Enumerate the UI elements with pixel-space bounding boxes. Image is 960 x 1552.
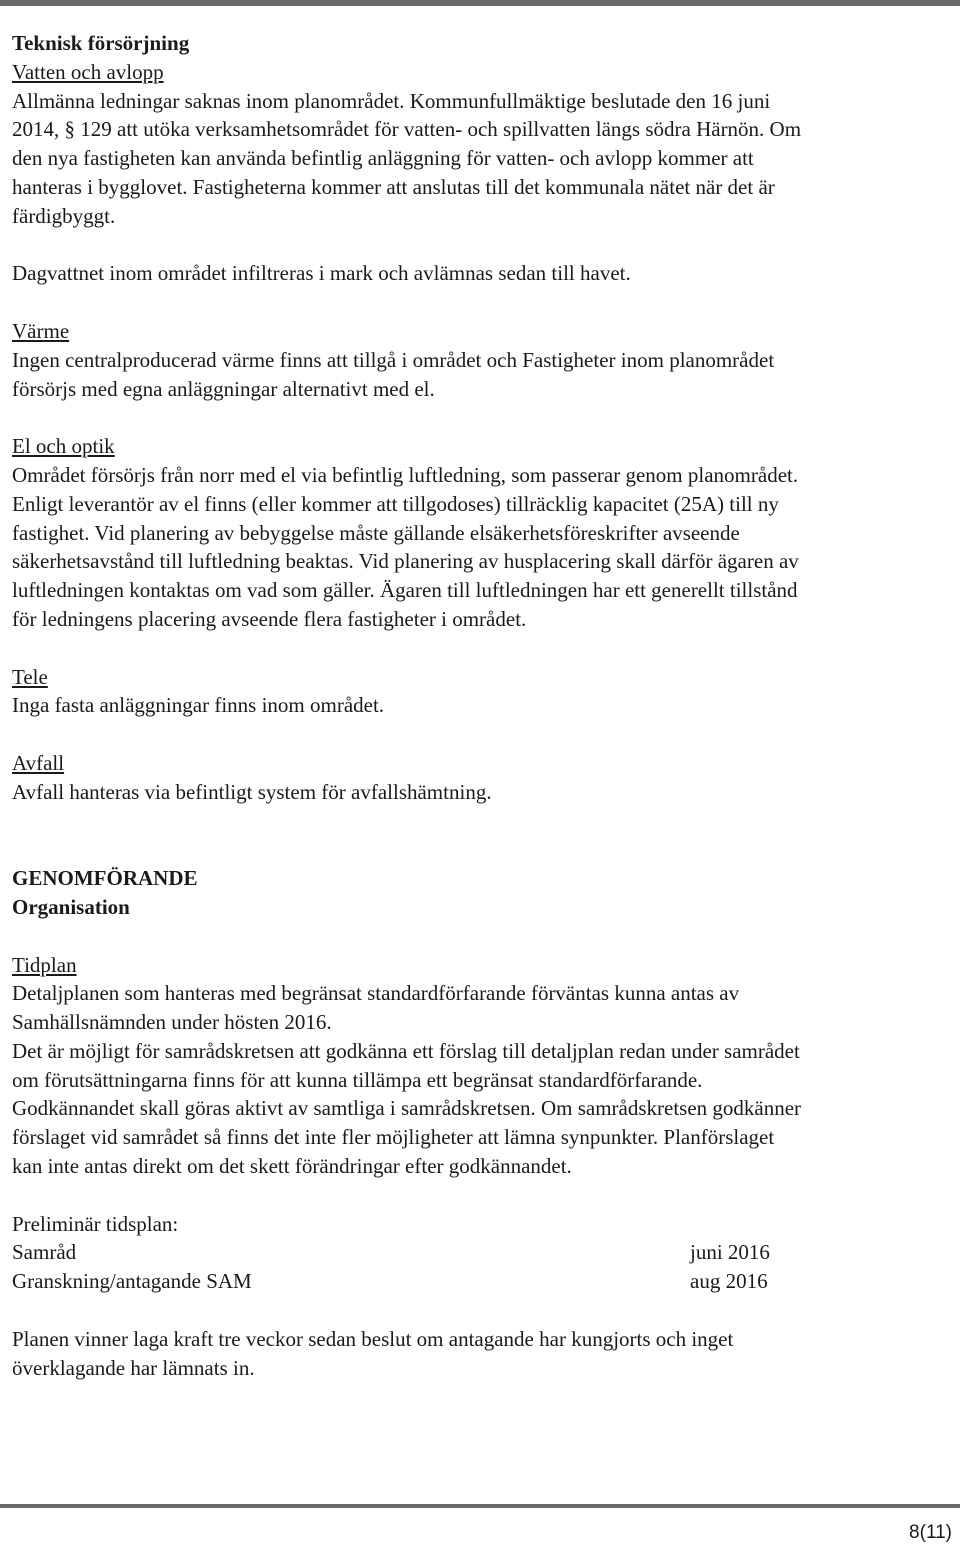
spacer: [12, 231, 956, 260]
paragraph-line: Samhällsnämnden under hösten 2016.: [12, 1010, 332, 1035]
subheading-heating: Värme: [12, 318, 70, 343]
page-number: 8(11): [909, 1522, 952, 1543]
spacer: [12, 807, 956, 865]
paragraph-line: färdigbyggt.: [12, 203, 116, 228]
paragraph-line: försörjs med egna anläggningar alternativt med el.: [12, 376, 435, 401]
schedule-row: [12, 1238, 956, 1267]
subheading-timeline: Tidplan: [12, 952, 77, 977]
subheading-organisation: Organisation: [12, 894, 130, 919]
footer-rule: [0, 1504, 960, 1508]
spacer: [12, 1296, 956, 1325]
subheading-electricity-fiber: El och optik: [12, 434, 115, 459]
paragraph-line: Dagvattnet inom området infiltreras i mark och avlämnas sedan till havet.: [12, 261, 631, 286]
paragraph-line: Ingen centralproducerad värme finns att tillgå i området och Fastigheter inom planområdet: [12, 347, 775, 372]
spacer: [12, 1181, 956, 1210]
paragraph-line: Planen vinner laga kraft tre veckor sedan beslut om antagande har kungjorts och inget: [12, 1326, 734, 1351]
paragraph-line: Inga fasta anläggningar finns inom området.: [12, 693, 385, 718]
paragraph-line: Det är möjligt för samrådskretsen att godkänna ett förslag till detaljplan redan under samrådet: [12, 1038, 800, 1063]
paragraph-line: fastighet. Vid planering av bebyggelse måste gällande elsäkerhetsföreskrifter avseende: [12, 520, 740, 545]
schedule-date: aug 2016: [690, 1269, 768, 1294]
schedule-activity: Granskning/antagande SAM: [12, 1269, 252, 1294]
spacer: [12, 922, 956, 951]
paragraph-line: Enligt leverantör av el finns (eller kommer att tillgodoses) tillräcklig kapacitet (25A) till ny: [12, 491, 779, 516]
schedule-activity: Samråd: [12, 1240, 77, 1265]
paragraph-line: Detaljplanen som hanteras med begränsat standardförfarande förväntas kunna antas av: [12, 981, 740, 1006]
paragraph-line: för ledningens placering avseende flera fastigheter i området.: [12, 606, 527, 631]
paragraph-line: Godkännandet skall göras aktivt av samtliga i samrådskretsen. Om samrådskretsen godkänner: [12, 1096, 802, 1121]
paragraph-line: kan inte antas direkt om det skett förändringar efter godkännandet.: [12, 1154, 572, 1179]
schedule-row: [12, 1267, 956, 1296]
document-body: [12, 29, 956, 1382]
spacer: [12, 403, 956, 432]
paragraph-line: Allmänna ledningar saknas inom planområdet. Kommunfullmäktige beslutade den 16 juni: [12, 88, 771, 113]
subheading-water-sewer: Vatten och avlopp: [12, 59, 164, 84]
top-rule: [0, 0, 960, 6]
paragraph-line: Området försörjs från norr med el via befintlig luftledning, som passerar genom planområdet.: [12, 462, 799, 487]
paragraph-line: Avfall hanteras via befintligt system för avfallshämtning.: [12, 779, 492, 804]
paragraph-line: om förutsättningarna finns för att kunna tillämpa ett begränsat standardförfarande.: [12, 1067, 703, 1092]
section-heading-technical-supply: Teknisk försörjning: [12, 31, 190, 55]
paragraph-line: överklagande har lämnats in.: [12, 1355, 255, 1380]
schedule-date: juni 2016: [690, 1240, 770, 1265]
spacer: [12, 634, 956, 663]
subheading-telecom: Tele: [12, 664, 48, 689]
paragraph-line: hanteras i bygglovet. Fastigheterna kommer att anslutas till det kommunala nätet när det är: [12, 174, 775, 199]
paragraph-line: säkerhetsavstånd till luftledning beaktas. Vid planering av husplacering skall därför ägaren av: [12, 549, 799, 574]
paragraph-line: förslaget vid samrådet så finns det inte fler möjligheter att lämna synpunkter. Planförslaget: [12, 1125, 775, 1150]
paragraph-line: 2014, § 129 att utöka verksamhetsområdet för vatten- och spillvatten längs södra Härnön. Om: [12, 117, 802, 142]
paragraph-line: luftledningen kontaktas om vad som gäller. Ägaren till luftledningen har ett generellt tillstånd: [12, 578, 798, 603]
section-heading-implementation: GENOMFÖRANDE: [12, 866, 198, 891]
paragraph-line: den nya fastigheten kan använda befintlig anläggning för vatten- och avlopp kommer att: [12, 146, 754, 171]
spacer: [12, 720, 956, 749]
subheading-waste: Avfall: [12, 750, 65, 775]
spacer: [12, 288, 956, 317]
preliminary-schedule-label: Preliminär tidsplan:: [12, 1211, 179, 1236]
